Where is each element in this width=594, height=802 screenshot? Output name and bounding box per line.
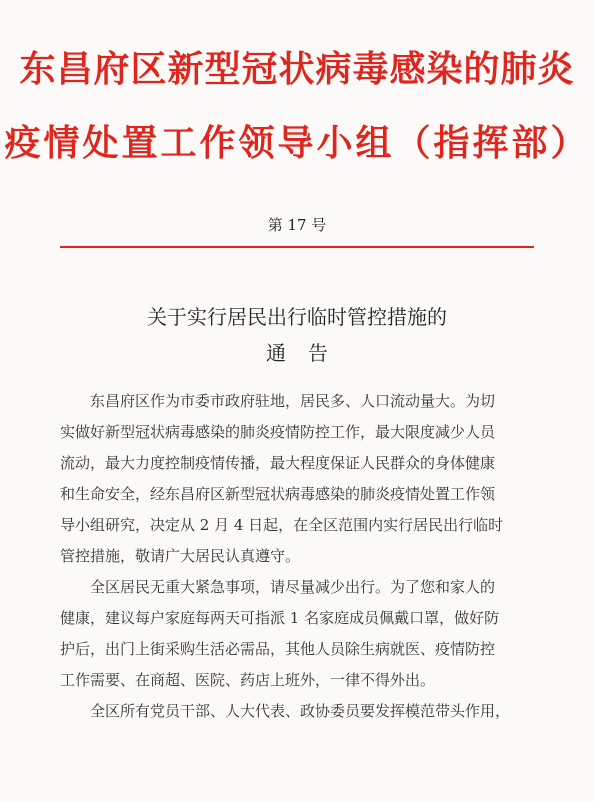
body-line: 护后，出门上街采购生活必需品，其他人员除生病就医、疫情防控 [60, 640, 496, 658]
header-title-line-1: 东昌府区新型冠状病毒感染的肺炎 [19, 49, 575, 90]
body-line: 全区居民无重大紧急事项，请尽量减少出行。为了您和家人的 [60, 578, 496, 596]
document-number: 第 17 号 [267, 216, 327, 234]
body-line: 工作需要、在商超、医院、药店上班外，一律不得外出。 [60, 671, 436, 689]
body-line: 东昌府区作为市委市政府驻地，居民多、人口流动量大。为切 [60, 392, 496, 410]
header-title-line-2: 疫情处置工作领导小组（指挥部） [4, 123, 590, 164]
body-line: 和生命安全，经东昌府区新型冠状病毒感染的肺炎疫情处置工作领 [60, 485, 496, 503]
body-line: 导小组研究，决定从 2 月 4 日起，在全区范围内实行居民出行临时 [60, 516, 504, 534]
notice-subject-line-1: 关于实行居民出行临时管控措施的 [147, 305, 447, 329]
notice-subject-line-2: 通告 [266, 341, 350, 365]
body-line: 实做好新型冠状病毒感染的肺炎疫情防控工作，最大限度减少人员 [60, 423, 496, 441]
body-line: 健康，建议每户家庭每两天可指派 1 名家庭成员佩戴口罩，做好防 [60, 609, 500, 627]
body-line: 流动，最大力度控制疫情传播，最大程度保证人民群众的身体健康 [60, 454, 496, 472]
red-divider [60, 246, 534, 248]
body-line: 管控措施，敬请广大居民认真遵守。 [60, 547, 301, 565]
body-line: 全区所有党员干部、人大代表、政协委员要发挥模范带头作用， [60, 702, 511, 720]
